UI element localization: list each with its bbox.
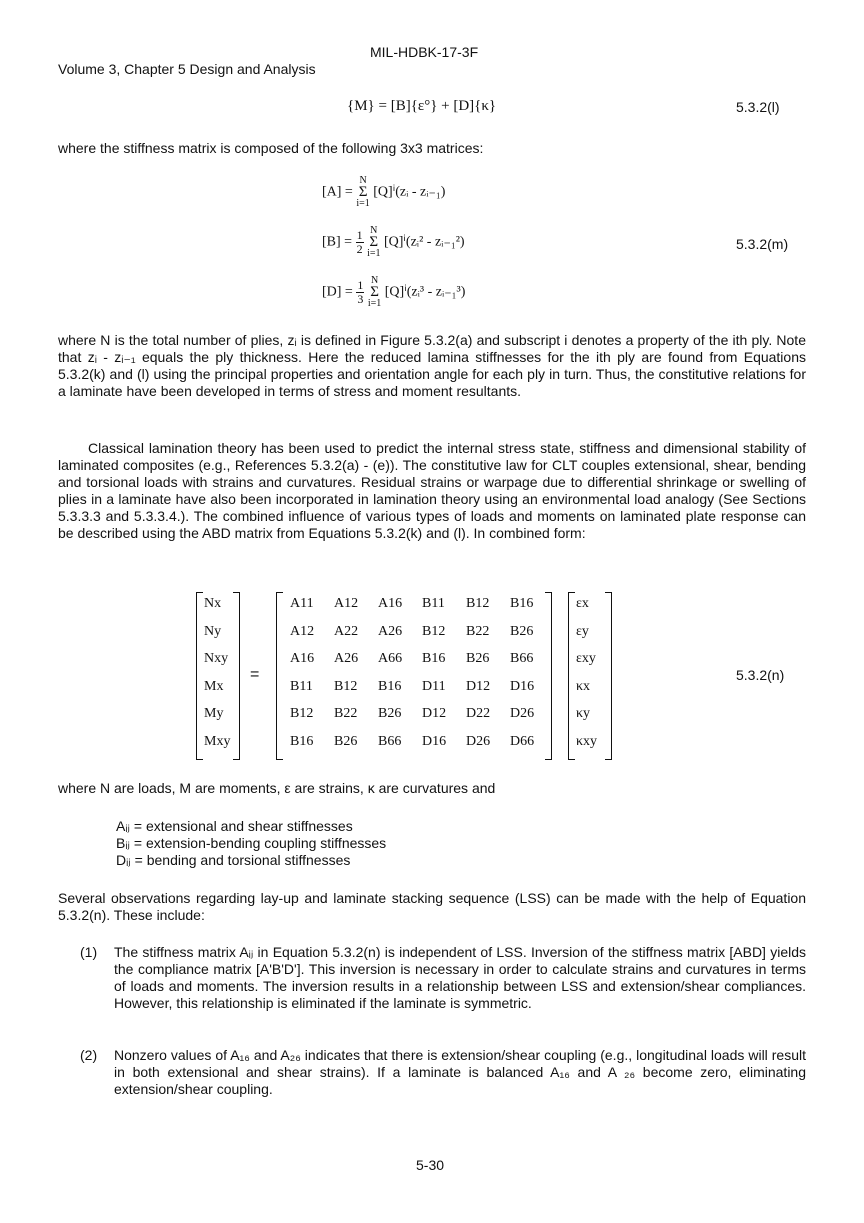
equals-sign: = xyxy=(250,666,260,683)
matrix-entry: B16 xyxy=(422,651,446,666)
equation-B xyxy=(322,226,465,259)
matrix-entry: B12 xyxy=(466,596,490,611)
matrix-entry: A22 xyxy=(334,623,359,639)
matrix-entry: A66 xyxy=(378,651,403,666)
load-entry: Mx xyxy=(204,678,224,694)
load-entry: Mxy xyxy=(204,733,231,749)
equation-B-body: [Q]ⁱ(zᵢ² - zᵢ₋₁²) xyxy=(383,234,465,250)
strain-entry: εy xyxy=(576,623,589,639)
strain-vector xyxy=(568,592,612,760)
chapter-heading: Volume 3, Chapter 5 Design and Analysis xyxy=(58,61,316,77)
strain-entry: εxy xyxy=(576,651,596,666)
paragraph-observations: Several observations regarding lay-up and laminate stacking sequence (LSS) can be made with the help of Equation 5.3.2(n). These include: xyxy=(58,890,806,923)
matrix-entry: B26 xyxy=(510,623,534,639)
matrix-entry: D12 xyxy=(422,706,447,721)
matrix-entry: A12 xyxy=(334,596,359,611)
load-vector xyxy=(196,592,240,760)
equation-n-number: 5.3.2(n) xyxy=(736,667,785,683)
matrix-entry: A16 xyxy=(378,596,403,611)
matrix-entry: B12 xyxy=(422,623,446,639)
matrix-entry: D22 xyxy=(466,706,491,721)
matrix-entry: B16 xyxy=(290,733,314,749)
strain-entry: κxy xyxy=(576,733,598,749)
matrix-entry: A12 xyxy=(290,623,315,639)
list-number: (2) xyxy=(80,1047,98,1063)
definition-A: Aᵢⱼ = extensional and shear stiffnesses xyxy=(116,818,353,834)
matrix-entry: B66 xyxy=(378,733,402,749)
matrix-entry: B12 xyxy=(334,678,358,694)
matrix-entry: B16 xyxy=(378,678,402,694)
list-text: The stiffness matrix Aᵢⱼ in Equation 5.3.2(n) is independent of LSS. Inversion of the stiffness matrix [ABD] yields the compliance matrix [A'B'D']. This inversion is necessary in order to calculate strains and curvatures in terms of loads and moments. The inversion results in a relationship between LSS and extension/shear compliances. However, this relationship is eliminated if the laminate is symmetric. xyxy=(114,944,806,1011)
definition-B: Bᵢⱼ = extension-bending coupling stiffnesses xyxy=(116,835,387,851)
strain-entry: εx xyxy=(576,596,589,611)
matrix-entry: B26 xyxy=(334,733,358,749)
list-item xyxy=(80,1047,806,1098)
document-id: MIL-HDBK-17-3F xyxy=(370,44,479,60)
intro-text: where the stiffness matrix is composed of the following 3x3 matrices: xyxy=(58,140,484,156)
equation-A-body: [Q]ⁱ(zᵢ - zᵢ₋₁) xyxy=(373,184,446,200)
equation-D-body: [Q]ⁱ(zᵢ³ - zᵢ₋₁³) xyxy=(384,284,466,300)
load-entry: Nxy xyxy=(204,651,229,666)
paragraph-clt: Classical lamination theory has been used to predict the internal stress state, stiffness and dimensional stability of laminated composites (e.g., References 5.3.2(a) - (e)). The constitutive law for CLT couples extensional, shear, bending and torsional loads with strains and curvatures. Residual strains or warpage due to differential shrinkage or swelling of plies in a laminate have also been incorporated in lamination theory using an environmental load analogy (See Sections 5.3.3.3 and 5.3.3.4.). The combined influence of various types of loads and moments on laminated plate response can be described using the ABD matrix from Equations 5.3.2(k) and (l). In combined form: xyxy=(58,440,806,541)
matrix-entry: B26 xyxy=(378,706,402,721)
matrix-entry: D16 xyxy=(510,678,535,694)
equation-m-number: 5.3.2(m) xyxy=(736,236,789,252)
matrix-entry: A16 xyxy=(290,651,315,666)
matrix-entry: D26 xyxy=(466,733,491,749)
equation-B-lhs: [B] = xyxy=(322,234,356,250)
matrix-entry: D12 xyxy=(466,678,491,694)
matrix-entry: A26 xyxy=(378,623,403,639)
equation-A xyxy=(322,176,445,209)
matrix-entry: A11 xyxy=(290,596,314,611)
matrix-entry: B66 xyxy=(510,651,534,666)
list-number: (1) xyxy=(80,944,98,960)
paragraph-symbols: where N are loads, M are moments, ε are strains, κ are curvatures and xyxy=(58,780,496,796)
matrix-entry: B11 xyxy=(290,678,313,694)
sum-symbol: N Σ i=1 xyxy=(367,225,381,259)
load-entry: My xyxy=(204,706,224,721)
load-entry: Ny xyxy=(204,623,222,639)
matrix-entry: D11 xyxy=(422,678,446,694)
fraction: $\frac{1}{3}$ xyxy=(357,278,364,306)
matrix-entry: D66 xyxy=(510,733,535,749)
fraction: $\frac{1}{2}$ xyxy=(356,228,363,256)
equation-l: {M} = [B]{ε°} + [D]{κ} xyxy=(347,98,497,114)
list-item xyxy=(80,944,806,1012)
matrix-entry: A26 xyxy=(334,651,359,666)
paragraph-plies: where N is the total number of plies, zᵢ is defined in Figure 5.3.2(a) and subscript i denotes a property of the ith ply. Note that zᵢ - zᵢ₋₁ equals the ply thickness. Here the reduced lamina stiffnesses for the ith ply are found from Equations 5.3.2(k) and (l) using the principal properties and orientation angle for each ply in turn. Thus, the constitutive relations for a laminate have been developed in terms of stress and moment resultants. xyxy=(58,332,806,399)
sum-symbol: N Σ i=1 xyxy=(367,275,382,309)
load-entry: Nx xyxy=(204,596,222,611)
sum-symbol: N Σ i=1 xyxy=(356,175,370,209)
matrix-entry: B22 xyxy=(334,706,358,721)
page-number: 5-30 xyxy=(416,1157,445,1173)
matrix-entry: B26 xyxy=(466,651,490,666)
matrix-entry: B11 xyxy=(422,596,445,611)
abd-matrix xyxy=(276,592,552,760)
matrix-entry: D26 xyxy=(510,706,535,721)
strain-entry: κx xyxy=(576,678,591,694)
equation-D-lhs: [D] = xyxy=(322,284,357,300)
definition-D: Dᵢⱼ = bending and torsional stiffnesses xyxy=(116,852,351,868)
equation-l-number: 5.3.2(l) xyxy=(736,99,780,115)
matrix-entry: B16 xyxy=(510,596,534,611)
matrix-entry: B12 xyxy=(290,706,314,721)
list-text: Nonzero values of A₁₆ and A₂₆ indicates that there is extension/shear coupling (e.g., longitudinal loads will result in both extensional and shear strains). If a laminate is balanced A₁₆ and A ₂₆ become zero, eliminating extension/shear coupling. xyxy=(114,1047,806,1097)
equation-A-lhs: [A] = xyxy=(322,184,357,200)
equation-D xyxy=(322,276,465,309)
matrix-entry: D16 xyxy=(422,733,447,749)
strain-entry: κy xyxy=(576,706,591,721)
matrix-entry: B22 xyxy=(466,623,490,639)
